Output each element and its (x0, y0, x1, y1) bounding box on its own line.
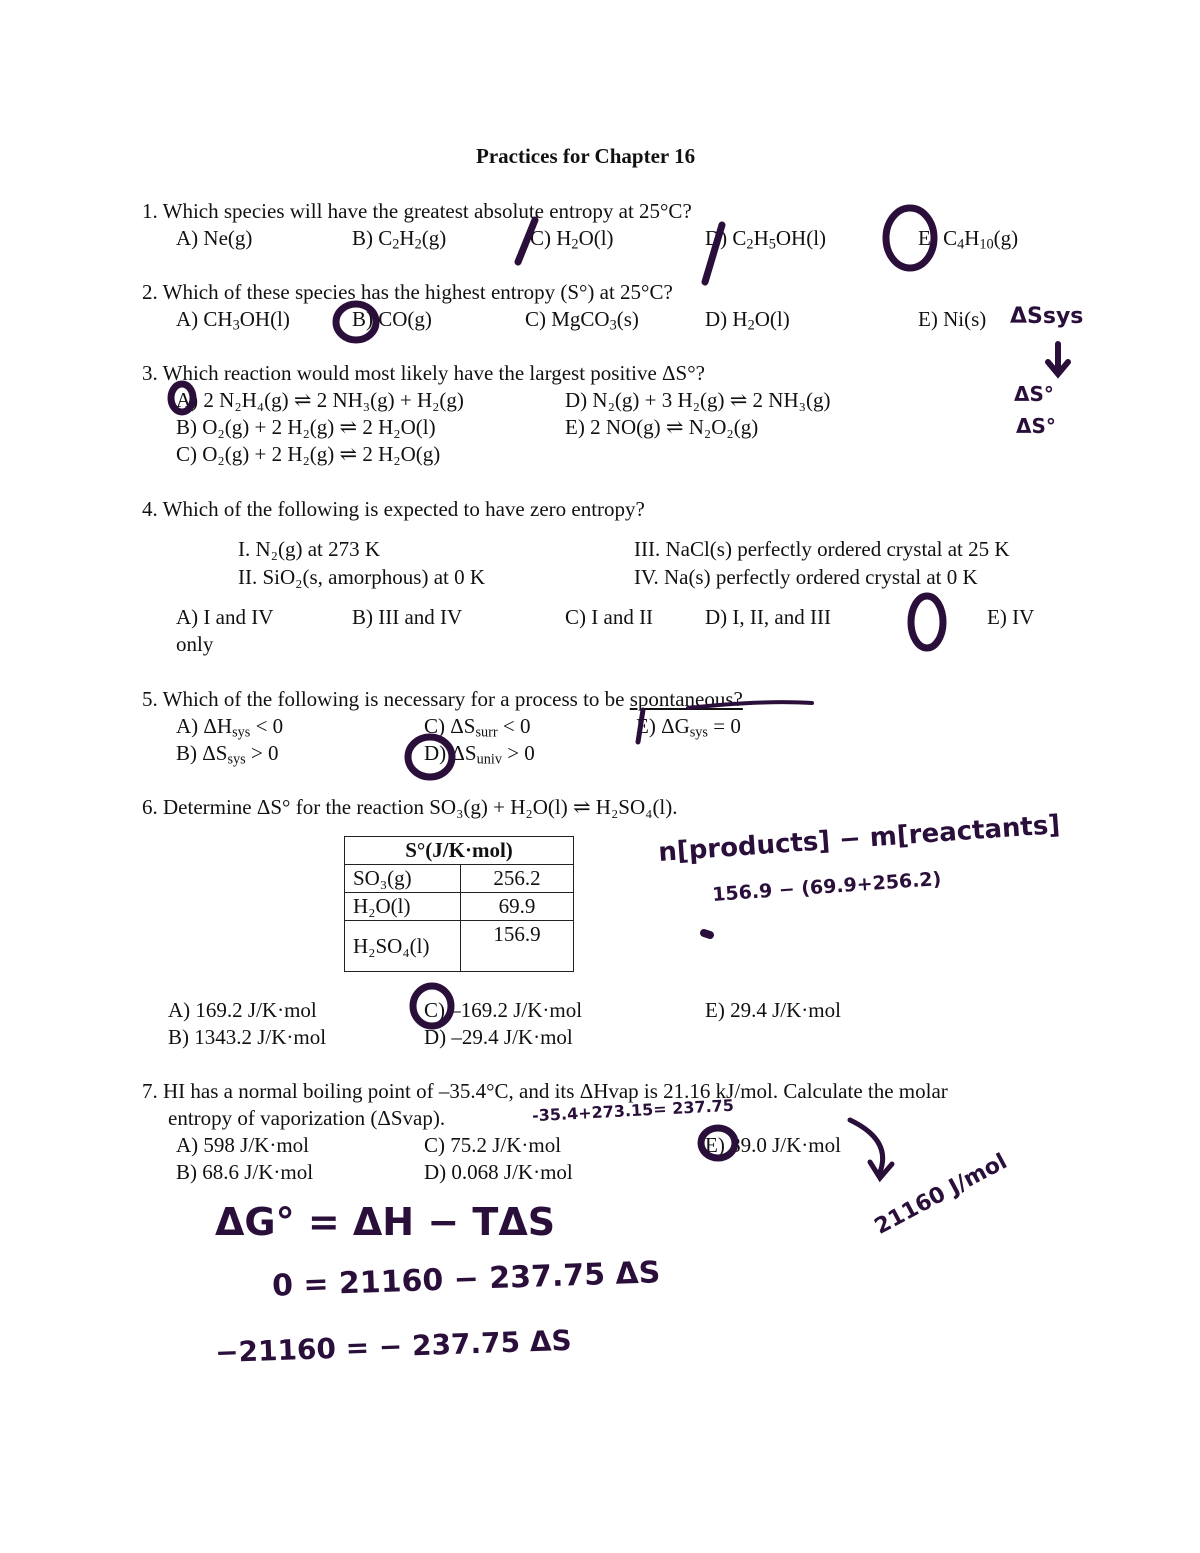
q7-option-d: D) 0.068 J/K·mol (424, 1160, 573, 1184)
q3-option-b: B) O₂(g) + 2 H₂(g) ⇌ 2 H₂O(l) (176, 415, 436, 439)
q1-option-e: E) $C_4H_{10}(g)$ (918, 226, 1019, 253)
table-row: SO₃(g) 256.2 (345, 865, 574, 893)
q3-option-c: C) O₂(g) + 2 H₂(g) ⇌ 2 H₂O(g) (176, 442, 441, 466)
q2-option-d: D) $H_2O(l)$ (705, 307, 790, 334)
q5-stem: 5. Which of the following is necessary for a process to be spontaneous? (142, 687, 743, 711)
handwriting-equation-3: −21160 = − 237.75 ΔS (214, 1323, 573, 1370)
entropy-table (344, 836, 574, 972)
q3-option-d: D) N₂(g) + 3 H₂(g) ⇌ 2 NH₃(g) (565, 388, 831, 412)
handwriting-note-2: ΔS° (1014, 382, 1054, 406)
q1-stem: 1. Which species will have the greatest absolute entropy at 25°C? (142, 199, 692, 223)
q4-stem: 4. Which of the following is expected to have zero entropy? (142, 497, 645, 521)
q4-option-b: B) III and IV (352, 605, 463, 629)
q6-option-a: A) 169.2 J/K·mol (168, 998, 317, 1022)
q4-item-ii: II. SiO₂(s, amorphous) at 0 K (238, 565, 486, 589)
handwriting-note-7: 21160 J/mol (870, 1149, 1012, 1240)
table-row: H₂SO₄(l) 156.9 (345, 921, 574, 972)
q4-item-i: I. N₂(g) at 273 K (238, 537, 381, 561)
q3-option-a: A) 2 N₂H₄(g) ⇌ 2 NH₃(g) + H₂(g) (176, 388, 464, 412)
q7-option-c: C) 75.2 J/K·mol (424, 1133, 562, 1157)
q3-stem: 3. Which reaction would most likely have the largest positive ΔS°? (142, 361, 705, 385)
q6-option-c: C) –169.2 J/K·mol (424, 998, 583, 1022)
q6-option-d: D) –29.4 J/K·mol (424, 1025, 573, 1049)
q5-option-c: C) $\Delta S_{surr} < 0$ (424, 714, 531, 741)
table-header: S°(J/K·mol) (345, 837, 574, 865)
q4-option-a: A) I and IV (176, 605, 274, 629)
q2-option-e: E) Ni(s) (918, 307, 987, 331)
q2-option-b: B) CO(g) (352, 307, 432, 331)
q4-option-d: D) I, II, and III (705, 605, 831, 629)
q5-option-e: E) $\Delta G_{sys} = 0$ (636, 714, 741, 741)
q5-option-d: D) $\Delta S_{univ} > 0$ (424, 741, 535, 768)
q7-stem: 7. HI has a normal boiling point of –35.4°C, and its ΔHvap is 21.16 kJ/mol. Calculate the molar (142, 1079, 948, 1103)
q4-item-iii: III. NaCl(s) perfectly ordered crystal at 25 K (634, 537, 1010, 561)
q4-circle-e (911, 596, 943, 648)
q7-option-e: E) 89.0 J/K·mol (705, 1133, 841, 1157)
handwriting-note-1: ΔSsys (1010, 304, 1084, 329)
q4-option-c: C) I and II (565, 605, 654, 629)
handwriting-equation-1: ΔG° = ΔH − TΔS (215, 1200, 556, 1244)
q5-option-a: A) $\Delta H_{sys} < 0$ (176, 714, 284, 741)
q7-option-b: B) 68.6 J/K·mol (176, 1160, 314, 1184)
q3-option-e: E) 2 NO(g) ⇌ N₂O₂(g) (565, 415, 759, 439)
handwriting-note-6: -35.4+273.15= 237.75 (531, 1095, 735, 1126)
q2-stem: 2. Which of these species has the highest entropy (S°) at 25°C? (142, 280, 673, 304)
q6-option-e: E) 29.4 J/K·mol (705, 998, 841, 1022)
q1-option-c: C) $H_2O(l)$ (530, 226, 614, 253)
page-title: Practices for Chapter 16 (476, 144, 696, 168)
handwriting-note-4: n[products] − m[reactants] (657, 809, 1062, 869)
q2-option-c: C) MgCO$_3$(s) (525, 307, 639, 334)
q6-stem: 6. Determine ΔS° for the reaction SO₃(g) + H₂O(l) ⇌ H₂SO₄(l). (142, 795, 678, 819)
q1-option-b: B) $C_2H_2(g)$ (352, 226, 447, 253)
table-row: H₂O(l) 69.9 (345, 893, 574, 921)
q4-item-iv: IV. Na(s) perfectly ordered crystal at 0 K (634, 565, 978, 589)
q5-option-b: B) $\Delta S_{sys} > 0$ (176, 741, 279, 768)
q1-option-a: A) Ne(g) (176, 226, 253, 250)
q6-option-b: B) 1343.2 J/K·mol (168, 1025, 327, 1049)
handwriting-note-5: 156.9 − (69.9+256.2) (711, 868, 943, 906)
q4-option-a-cont: only (176, 632, 214, 656)
q7-stem-cont: entropy of vaporization (ΔSvap). (168, 1106, 446, 1130)
q7-arrow (850, 1120, 883, 1172)
handwriting-equation-2: 0 = 21160 − 237.75 ΔS (271, 1255, 661, 1304)
q7-option-a: A) 598 J/K·mol (176, 1133, 309, 1157)
handwriting-note-3: ΔS° (1016, 414, 1056, 438)
q4-option-e: E) IV (987, 605, 1035, 629)
q2-option-a: A) $CH_3OH(l)$ (176, 307, 290, 334)
q1-option-d: D) $C_2H_5OH(l)$ (705, 226, 827, 253)
